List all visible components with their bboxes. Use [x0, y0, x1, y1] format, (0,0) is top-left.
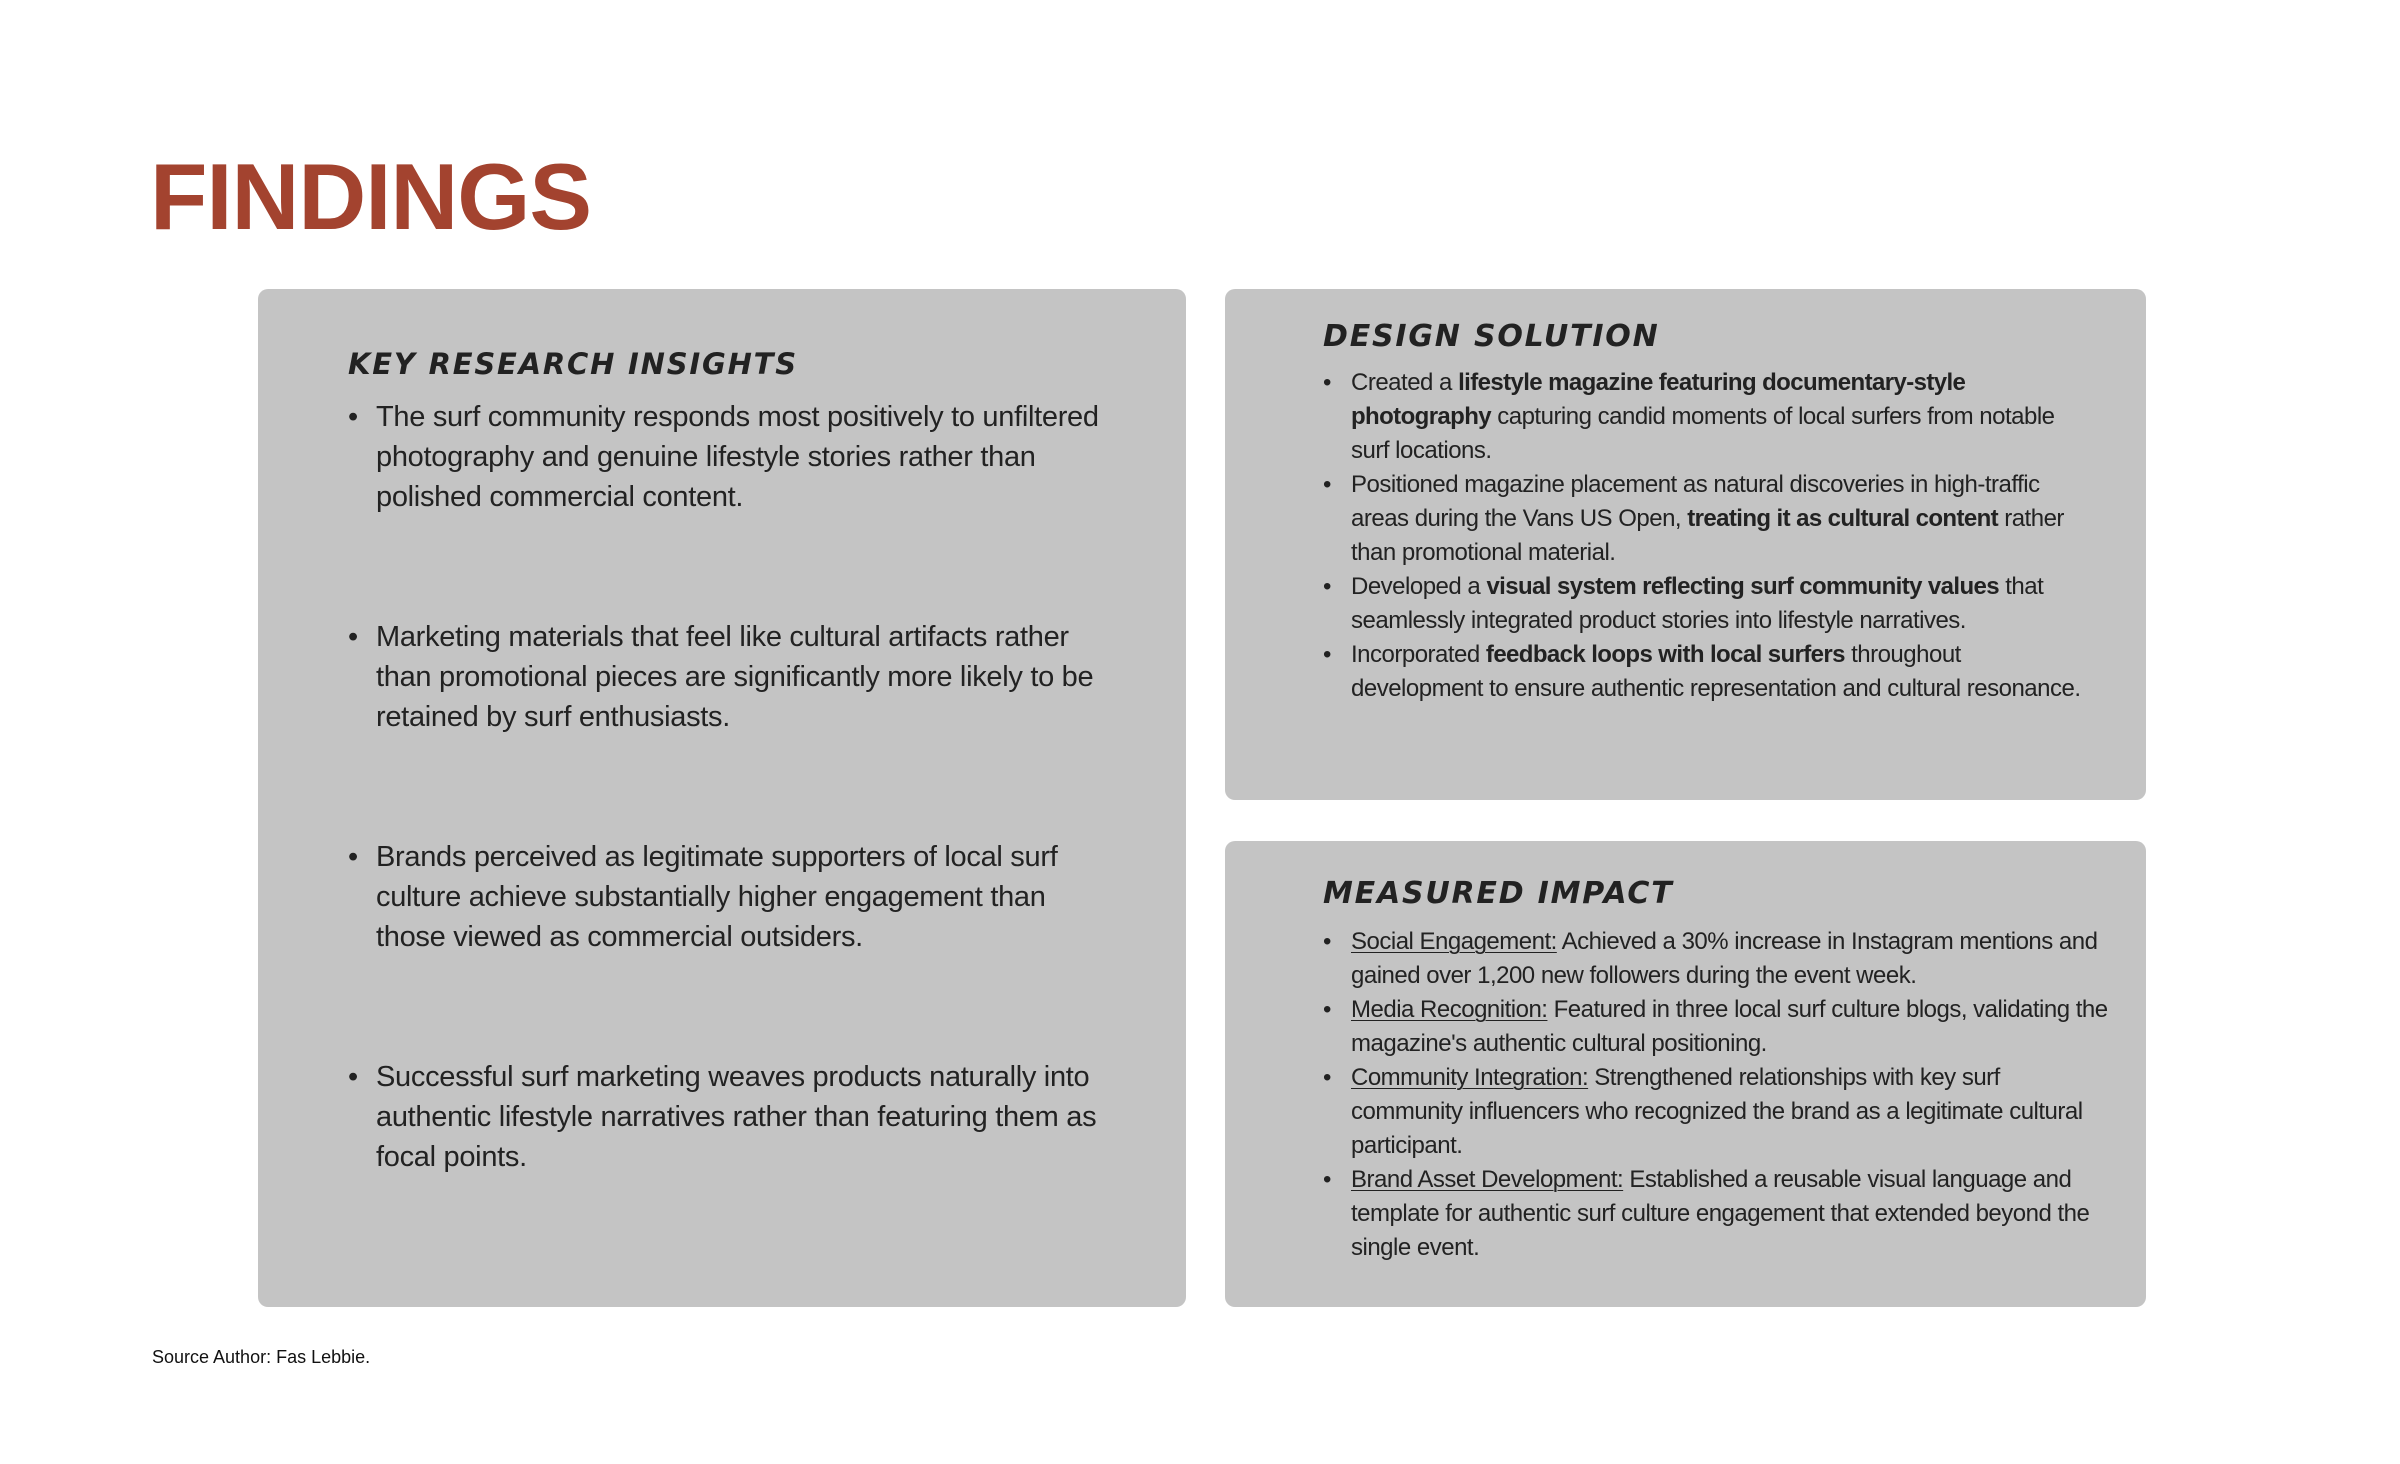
item-emphasis: feedback loops with local surfers: [1485, 641, 1845, 668]
list-item: • Brands perceived as legitimate supporters of local surf culture achieve substantially higher engagement than those viewed as commercial outsiders.: [348, 837, 1116, 957]
item-label: Social Engagement:: [1351, 928, 1557, 955]
item-text: Established a reusable visual language and template for authentic surf culture engagement that extended beyond the single event.: [1351, 1166, 2090, 1261]
card-heading: DESIGN SOLUTION: [1323, 319, 1660, 354]
item-text: that seamlessly integrated product stories into lifestyle narratives.: [1351, 573, 2044, 634]
item-label: Community Integration:: [1351, 1064, 1589, 1091]
page-title: FINDINGS: [150, 144, 592, 249]
list-item: • The surf community responds most positively to unfiltered photography and genuine lifestyle stories rather than polished commercial content.: [348, 397, 1116, 517]
list-item: • Marketing materials that feel like cultural artifacts rather than promotional pieces are significantly more likely to be retained by surf enthusiasts.: [348, 617, 1116, 737]
item-text: Positioned magazine placement as natural discoveries in high-traffic areas during the Vans US Open,: [1351, 471, 2040, 532]
impact-list: [1323, 925, 2110, 1265]
item-text: Developed a: [1351, 573, 1487, 600]
key-research-insights-card: [258, 289, 1186, 1307]
design-list: [1323, 366, 2086, 706]
item-text: Strengthened relationships with key surf community influencers who recognized the brand as a legitimate cultural participant.: [1351, 1064, 2083, 1159]
item-label: Media Recognition:: [1351, 996, 1548, 1023]
item-text: rather than promotional material.: [1351, 505, 2064, 566]
card-heading: KEY RESEARCH INSIGHTS: [348, 347, 798, 381]
list-item: [1323, 1061, 2110, 1163]
item-text: Achieved a 30% increase in Instagram mentions and gained over 1,200 new followers during the event week.: [1351, 928, 2098, 989]
list-item: [1323, 925, 2110, 993]
list-item: [1323, 638, 2086, 706]
measured-impact-card: [1225, 841, 2146, 1307]
item-label: Brand Asset Development:: [1351, 1166, 1624, 1193]
item-emphasis: treating it as cultural content: [1687, 505, 1999, 532]
list-item: [1323, 468, 2086, 570]
list-item: • Successful surf marketing weaves products naturally into authentic lifestyle narratives rather than featuring them as focal points.: [348, 1057, 1116, 1177]
card-heading: MEASURED IMPACT: [1323, 876, 1674, 911]
item-text: Created a: [1351, 369, 1459, 396]
item-text: throughout development to ensure authentic representation and cultural resonance.: [1351, 641, 2081, 702]
list-item: [1323, 366, 2086, 468]
item-text: capturing candid moments of local surfers from notable surf locations.: [1351, 403, 2055, 464]
list-item: [1323, 993, 2110, 1061]
design-solution-card: [1225, 289, 2146, 800]
insights-list: [348, 397, 1116, 1177]
item-emphasis: lifestyle magazine featuring documentary-style photography: [1351, 369, 1966, 430]
list-item: [1323, 1163, 2110, 1265]
source-caption: Source Author: Fas Lebbie.: [152, 1347, 371, 1367]
item-text: Incorporated: [1351, 641, 1486, 668]
item-emphasis: visual system reflecting surf community values: [1486, 573, 2000, 600]
list-item: [1323, 570, 2086, 638]
item-text: Featured in three local surf culture blogs, validating the magazine's authentic cultural positioning.: [1351, 996, 2108, 1057]
